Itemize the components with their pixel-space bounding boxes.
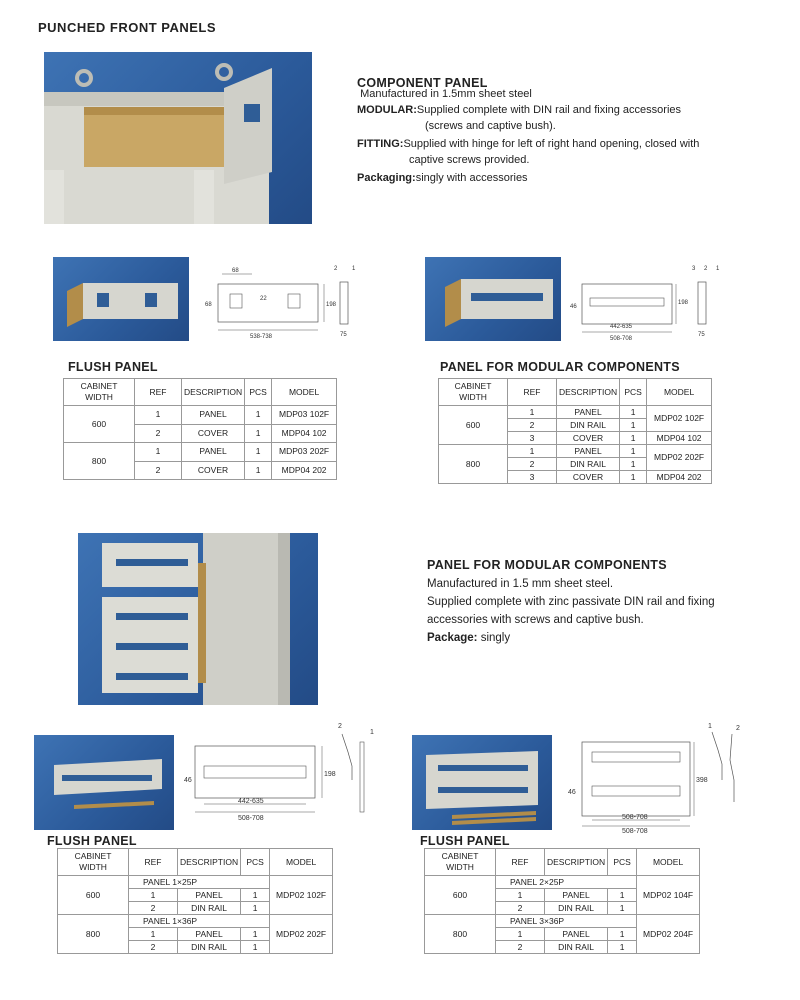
dim-height-label: 198 [324,771,336,778]
table-row: 2 DIN RAIL 1 [439,458,712,471]
dim-left-label: 46 [570,304,577,310]
table-row: 2 DIN RAIL 1 [58,941,333,954]
flush-panel-1x-drawing [180,720,380,825]
table-row: 800 1 PANEL 1 MDP02 202F [439,445,712,458]
dim-width-label: 538-738 [250,334,273,340]
dim-left-label: 46 [568,789,576,796]
component-panel-description [357,86,777,186]
table-row: 2 COVER 1 MDP04 102 [64,424,337,443]
header-pcs: PCS [245,379,272,406]
table-row: 600 1 PANEL 1 MDP03 102F [64,406,337,425]
dim-mid-label: 22 [260,296,267,302]
table-row: 1 PANEL 1 [425,889,700,902]
dim-height-label: 398 [696,777,708,784]
table-row: 1 PANEL 1 [58,928,333,941]
modular-text2: (screws and captive bush). [425,120,556,132]
dim-height-label: 198 [326,302,337,308]
header-description: DESCRIPTION [182,379,245,406]
side-width-label: 75 [698,332,705,338]
flush-panel-photo [53,257,189,341]
dim-inner-label: 508-708 [622,814,648,821]
dim-top-label: 68 [232,268,239,274]
table-row: 3 COVER 1 MDP04 202 [439,471,712,484]
flush-panel-2x-photo [412,735,552,830]
flush-panel-table [63,378,337,480]
table-row: 800 PANEL 3×36P MDP02 204F [425,915,700,928]
flush-panel-1x-title: FLUSH PANEL [47,834,137,848]
table-row: 2 COVER 1 MDP04 202 [64,461,337,480]
table-row: 2 DIN RAIL 1 [439,419,712,432]
modular-panel-title: PANEL FOR MODULAR COMPONENTS [440,360,680,374]
modular-panel-table: CABINET WIDTH REF DESCRIPTION PCS MODEL 600 1 PANEL 1 MDP02 102F 2 DIN RAIL 1 3 COVER 1 MDP04 102 800 1 PANEL 1 MDP02 202F 2 DIN RAIL 1 3 COVER 1 MDP04 202 [438,378,712,484]
flush-panel-1x-table: CABINET WIDTH REF DESCRIPTION PCS MODEL 600 PANEL 1×25P MDP02 102F 1 PANEL 1 2 DIN RAIL 1 800 PANEL 1×36P MDP02 202F 1 PANEL 1 2 DIN RAIL 1 [57,848,333,954]
part-label-1: 1 [716,266,720,272]
table-row: 600 PANEL 1×25P MDP02 102F [58,876,333,889]
part-label-1: 1 [352,266,356,272]
table-row: 800 1 PANEL 1 MDP03 202F [64,443,337,462]
fitting-text2: captive screws provided. [409,154,530,166]
packaging-text: singly with accessories [415,172,528,184]
table-row: 600 PANEL 2×25P MDP02 104F [425,876,700,889]
header-cabinet-width: CABINET WIDTH [64,379,135,406]
dim-width-label: 508-708 [610,336,633,342]
table-row: 600 1 PANEL 1 MDP02 102F [439,406,712,419]
part-label-2: 2 [334,266,338,272]
modular-panel-drawing [568,262,728,347]
header-ref: REF [135,379,182,406]
modular-section-title: PANEL FOR MODULAR COMPONENTS [427,558,667,572]
flush-panel-2x-table: CABINET WIDTH REF DESCRIPTION PCS MODEL 600 PANEL 2×25P MDP02 104F 1 PANEL 1 2 DIN RAIL 1 800 PANEL 3×36P MDP02 204F 1 PANEL 1 2 DIN RAIL 1 [424,848,700,954]
header-model: MODEL [272,379,337,406]
side-width-label: 75 [340,332,347,338]
component-panel-title: COMPONENT PANEL [357,76,488,90]
page-title: PUNCHED FRONT PANELS [38,20,217,35]
table-row: 800 PANEL 1×36P MDP02 202F [58,915,333,928]
component-panel-photo [44,52,312,224]
table-row: 2 DIN RAIL 1 [425,902,700,915]
part-label-1: 1 [708,723,712,730]
part-label-2: 2 [704,266,708,272]
part-label-2: 2 [338,723,342,730]
modular-panel-photo [425,257,561,341]
modular-section-line3: accessories with screws and captive bush. [427,614,644,626]
fitting-label: FITTING: [357,138,404,150]
modular-section-line1: Manufactured in 1.5 mm sheet steel. [427,578,614,590]
modular-text: Supplied complete with DIN rail and fixing accessories [416,104,682,116]
table-row: 2 DIN RAIL 1 [425,941,700,954]
package-label: Package: [427,632,478,644]
dim-inner-label: 442-635 [610,324,633,330]
flush-panel-1x-photo [34,735,174,830]
part-label-1: 1 [370,729,374,736]
flush-panel-2x-drawing [560,720,760,835]
part-label-3: 3 [692,266,696,272]
package-text: singly [477,632,511,644]
table-row: 3 COVER 1 MDP04 102 [439,432,712,445]
dim-left-label: 68 [205,302,212,308]
dim-width-label: 508-708 [238,815,264,822]
dim-left-label: 46 [184,777,192,784]
table-row: 1 PANEL 1 [58,889,333,902]
flush-panel-title: FLUSH PANEL [68,360,158,374]
packaging-label: Packaging: [357,172,416,184]
dim-inner-label: 442-635 [238,798,264,805]
modular-label: MODULAR: [357,104,417,116]
table-row: 1 PANEL 1 [425,928,700,941]
modular-section-line2: Supplied complete with zinc passivate DIN rail and fixing [427,596,715,608]
flush-panel-2x-title: FLUSH PANEL [420,834,510,848]
dim-height-label: 198 [678,300,689,306]
fitting-text: Supplied with hinge for left of right hand opening, closed with [403,138,700,150]
component-panel-line1: Manufactured in 1.5mm sheet steel [360,88,532,100]
modular-rack-photo [78,533,318,705]
part-label-2: 2 [736,725,740,732]
flush-panel-drawing [200,262,365,347]
table-row: 2 DIN RAIL 1 [58,902,333,915]
modular-section-description [427,575,787,647]
dim-width-label: 508-708 [622,828,648,835]
